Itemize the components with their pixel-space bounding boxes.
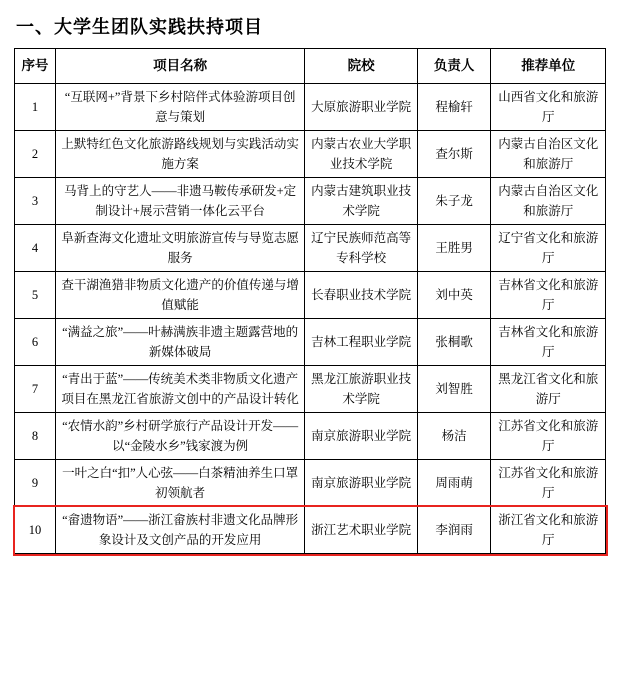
cell-school: 长春职业技术学院 bbox=[305, 272, 417, 319]
table-body bbox=[15, 84, 606, 554]
column-header-unit: 推荐单位 bbox=[491, 49, 606, 84]
cell-leader: 刘智胜 bbox=[417, 366, 491, 413]
cell-unit: 江苏省文化和旅游厅 bbox=[491, 413, 606, 460]
cell-leader: 杨洁 bbox=[417, 413, 491, 460]
cell-school: 黑龙江旅游职业技术学院 bbox=[305, 366, 417, 413]
table-row bbox=[15, 366, 606, 413]
cell-no: 6 bbox=[15, 319, 56, 366]
cell-unit: 江苏省文化和旅游厅 bbox=[491, 460, 606, 507]
cell-name: 一叶之白“扣”人心弦——白茶精油养生口罩初领航者 bbox=[55, 460, 304, 507]
table-header bbox=[15, 49, 606, 84]
cell-school: 南京旅游职业学院 bbox=[305, 460, 417, 507]
column-header-name: 项目名称 bbox=[55, 49, 304, 84]
table-row-highlighted bbox=[15, 507, 606, 554]
cell-no: 3 bbox=[15, 178, 56, 225]
cell-school: 大原旅游职业学院 bbox=[305, 84, 417, 131]
cell-name: 上默特红色文化旅游路线规划与实践活动实施方案 bbox=[55, 131, 304, 178]
column-header-no: 序号 bbox=[15, 49, 56, 84]
table-row bbox=[15, 131, 606, 178]
table-row bbox=[15, 84, 606, 131]
page-title: 一、大学生团队实践扶持项目 bbox=[16, 17, 263, 37]
table-row bbox=[15, 225, 606, 272]
cell-leader: 李润雨 bbox=[417, 507, 491, 554]
table-row bbox=[15, 319, 606, 366]
cell-no: 5 bbox=[15, 272, 56, 319]
project-table bbox=[14, 48, 606, 554]
cell-no: 8 bbox=[15, 413, 56, 460]
cell-unit: 黑龙江省文化和旅游厅 bbox=[491, 366, 606, 413]
cell-school: 吉林工程职业学院 bbox=[305, 319, 417, 366]
cell-unit: 辽宁省文化和旅游厅 bbox=[491, 225, 606, 272]
cell-no: 2 bbox=[15, 131, 56, 178]
table-row bbox=[15, 460, 606, 507]
cell-name: “满益之旅”——叶赫满族非遗主题露营地的新媒体破局 bbox=[55, 319, 304, 366]
cell-leader: 程榆轩 bbox=[417, 84, 491, 131]
cell-unit: 浙江省文化和旅游厅 bbox=[491, 507, 606, 554]
table-header-row bbox=[15, 49, 606, 84]
cell-unit: 吉林省文化和旅游厅 bbox=[491, 272, 606, 319]
table-row bbox=[15, 178, 606, 225]
table-row bbox=[15, 272, 606, 319]
cell-unit: 内蒙古自治区文化和旅游厅 bbox=[491, 131, 606, 178]
cell-leader: 朱子龙 bbox=[417, 178, 491, 225]
cell-unit: 内蒙古自治区文化和旅游厅 bbox=[491, 178, 606, 225]
cell-no: 9 bbox=[15, 460, 56, 507]
column-header-leader: 负责人 bbox=[417, 49, 491, 84]
cell-name: “畲遗物语”——浙江畲族村非遗文化品牌形象设计及文创产品的开发应用 bbox=[55, 507, 304, 554]
cell-leader: 周雨萌 bbox=[417, 460, 491, 507]
table-row bbox=[15, 413, 606, 460]
cell-school: 辽宁民族师范高等专科学校 bbox=[305, 225, 417, 272]
cell-no: 4 bbox=[15, 225, 56, 272]
cell-name: 阜新查海文化遗址文明旅游宣传与导览志愿服务 bbox=[55, 225, 304, 272]
cell-leader: 查尔斯 bbox=[417, 131, 491, 178]
cell-no: 10 bbox=[15, 507, 56, 554]
cell-name: “互联网+”背景下乡村陪伴式体验游项目创意与策划 bbox=[55, 84, 304, 131]
cell-no: 7 bbox=[15, 366, 56, 413]
cell-unit: 吉林省文化和旅游厅 bbox=[491, 319, 606, 366]
cell-name: 查干湖渔猎非物质文化遗产的价值传递与增值赋能 bbox=[55, 272, 304, 319]
cell-leader: 刘中英 bbox=[417, 272, 491, 319]
cell-name: “青出于蓝”——传统美术类非物质文化遗产项目在黑龙江省旅游文创中的产品设计转化 bbox=[55, 366, 304, 413]
cell-no: 1 bbox=[15, 84, 56, 131]
cell-name: “农情水韵”乡村研学旅行产品设计开发——以“金陵水乡”钱家渡为例 bbox=[55, 413, 304, 460]
cell-school: 浙江艺术职业学院 bbox=[305, 507, 417, 554]
column-header-school: 院校 bbox=[305, 49, 417, 84]
cell-school: 内蒙古农业大学职业技术学院 bbox=[305, 131, 417, 178]
cell-leader: 张桐歌 bbox=[417, 319, 491, 366]
cell-name: 马背上的守艺人——非遗马鞍传承研发+定制设计+展示营销一体化云平台 bbox=[55, 178, 304, 225]
cell-school: 内蒙古建筑职业技术学院 bbox=[305, 178, 417, 225]
cell-unit: 山西省文化和旅游厅 bbox=[491, 84, 606, 131]
cell-school: 南京旅游职业学院 bbox=[305, 413, 417, 460]
cell-leader: 王胜男 bbox=[417, 225, 491, 272]
